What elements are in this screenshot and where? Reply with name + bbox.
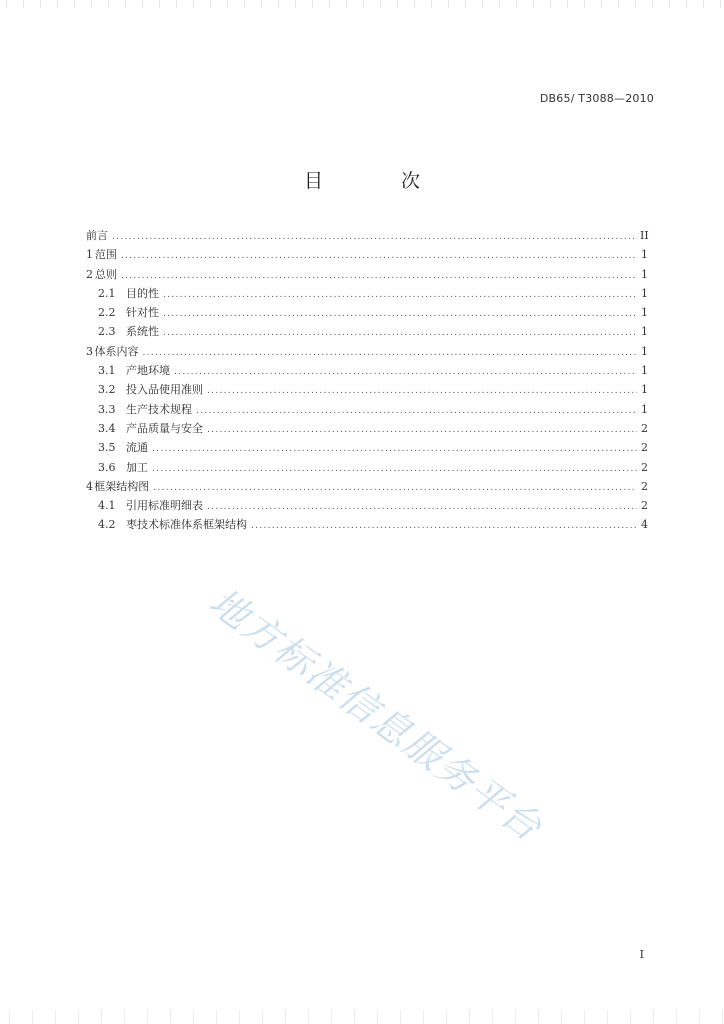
toc-leader-dots: [207, 498, 637, 517]
toc-entry-number: 3.2: [98, 383, 116, 397]
toc-leader-dots: [174, 363, 637, 382]
toc-entry[interactable]: [86, 303, 648, 322]
toc-entry-page: 2: [641, 421, 648, 435]
toc-entry-number: 3.4: [98, 421, 116, 435]
toc-entry[interactable]: [86, 361, 648, 380]
toc-entry[interactable]: [86, 284, 648, 303]
document-code: DB65/ T3088—2010: [539, 92, 654, 105]
toc-entry[interactable]: [86, 477, 648, 496]
toc-entry-title: 系统性: [126, 325, 159, 339]
toc-entry[interactable]: [86, 226, 648, 245]
toc-leader-dots: [153, 479, 637, 498]
toc-entry-page: 4: [641, 518, 648, 532]
toc-entry-number: 3.3: [98, 402, 116, 416]
toc-leader-dots: [152, 460, 637, 479]
toc-entry-number: 3.1: [98, 364, 116, 378]
toc-leader-dots: [196, 402, 637, 421]
toc-entry[interactable]: [86, 515, 648, 534]
toc-entry-title: 体系内容: [94, 344, 139, 358]
toc-entry-title: 框架结构图: [94, 479, 150, 493]
toc-entry[interactable]: [86, 380, 648, 399]
toc-entry-number: 4: [86, 479, 93, 493]
toc-entry-title: 引用标准明细表: [126, 499, 203, 513]
toc-leader-dots: [163, 286, 637, 305]
toc-entry[interactable]: [86, 438, 648, 457]
toc-entry[interactable]: [86, 400, 648, 419]
toc-entry-page: 1: [641, 364, 648, 378]
toc-entry-page: 1: [641, 402, 648, 416]
toc-entry-number: 2.1: [98, 286, 116, 300]
toc-entry[interactable]: [86, 342, 648, 361]
toc-entry[interactable]: [86, 322, 648, 341]
toc-entry[interactable]: [86, 265, 648, 284]
toc-entry[interactable]: [86, 419, 648, 438]
toc-leader-dots: [121, 247, 637, 266]
toc-leader-dots: [163, 324, 637, 343]
toc-leader-dots: [121, 267, 637, 286]
toc-entry-number: 3: [86, 344, 93, 358]
toc-entry[interactable]: [86, 245, 648, 264]
toc-entry-number: 3.5: [98, 441, 116, 455]
toc-entry-title: 总则: [94, 267, 117, 281]
toc-entry-number: 1: [86, 248, 93, 262]
toc-entry-number: 3.6: [98, 460, 116, 474]
scan-edge-bottom: [0, 1010, 724, 1024]
toc-entry-page: 2: [641, 460, 648, 474]
toc-entry-title: 枣技术标准体系框架结构: [126, 518, 247, 532]
toc-leader-dots: [207, 421, 637, 440]
toc-entry-title: 产地环境: [126, 364, 170, 378]
toc-entry-number: 2.3: [98, 325, 116, 339]
page-number: I: [639, 948, 644, 961]
toc-leader-dots: [251, 517, 637, 536]
toc-leader-dots: [152, 440, 637, 459]
scan-edge-top: [0, 0, 724, 8]
toc-entry[interactable]: [86, 458, 648, 477]
toc-entry-number: 4.1: [98, 499, 116, 513]
toc-entry-title: 生产技术规程: [126, 402, 192, 416]
toc-entry-page: 1: [641, 306, 648, 320]
toc-entry-title: 流通: [126, 441, 148, 455]
toc-entry-title: 产品质量与安全: [126, 421, 203, 435]
toc-entry-page: 1: [641, 325, 648, 339]
toc-entry-title: 目的性: [126, 286, 159, 300]
toc-leader-dots: [207, 382, 637, 401]
table-of-contents: [86, 226, 648, 535]
toc-entry-number: 2.2: [98, 306, 116, 320]
toc-entry-page: 1: [641, 344, 648, 358]
toc-leader-dots: [112, 228, 637, 247]
toc-leader-dots: [142, 344, 637, 363]
toc-leader-dots: [163, 305, 637, 324]
page-title: 目 次: [303, 170, 457, 192]
toc-entry-page: 1: [641, 248, 648, 262]
toc-entry-page: 1: [641, 383, 648, 397]
toc-entry-title: 范围: [94, 248, 117, 262]
toc-entry-page: 2: [641, 499, 648, 513]
watermark: 地方标准信息服务平台: [201, 579, 551, 851]
toc-entry-page: 1: [641, 286, 648, 300]
toc-entry-page: 2: [641, 441, 648, 455]
toc-entry-page: 2: [641, 479, 648, 493]
toc-entry-title: 针对性: [126, 306, 159, 320]
toc-entry-number: 4.2: [98, 518, 116, 532]
toc-entry[interactable]: [86, 496, 648, 515]
toc-entry-page: II: [640, 229, 649, 242]
toc-entry-number: 2: [86, 267, 93, 281]
toc-entry-page: 1: [641, 267, 648, 281]
toc-entry-title: 前言: [86, 229, 108, 242]
toc-entry-title: 加工: [126, 460, 148, 474]
toc-entry-title: 投入品使用准则: [126, 383, 203, 397]
